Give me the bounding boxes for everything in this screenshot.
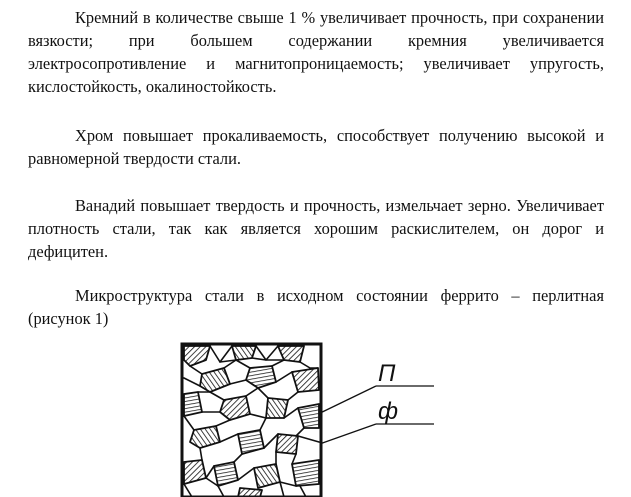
label-ferrite: ф: [378, 398, 399, 425]
paragraph-silicon: Кремний в количестве свыше 1 % увеличивает прочность, при сохранении вязкости; при большем содержании кремния увеличивается электросопротивление и магнитопроницаемость; увеличивает упругость, кислостойкость, окалиностойкость.: [28, 8, 604, 96]
leader-line-pearlite: [314, 386, 376, 416]
label-pearlite: П: [378, 360, 396, 387]
grain-structure: [182, 344, 321, 497]
paragraph-vanadium: Ванадий повышает твердость и прочность, измельчает зерно. Увеличивает плотность стали, так как является хорошим раскислителем, он дорог и дефицитен.: [28, 196, 604, 261]
leader-line-ferrite: [314, 424, 376, 446]
paragraph-microstructure: Микроструктура стали в исходном состоянии феррито – перлитная (рисунок 1): [28, 286, 604, 328]
paragraph-chromium: Хром повышает прокаливаемость, способствует получению высокой и равномерной твердости стали.: [28, 126, 604, 168]
microstructure-figure: [180, 338, 440, 497]
microstructure-drawing: [180, 338, 440, 497]
